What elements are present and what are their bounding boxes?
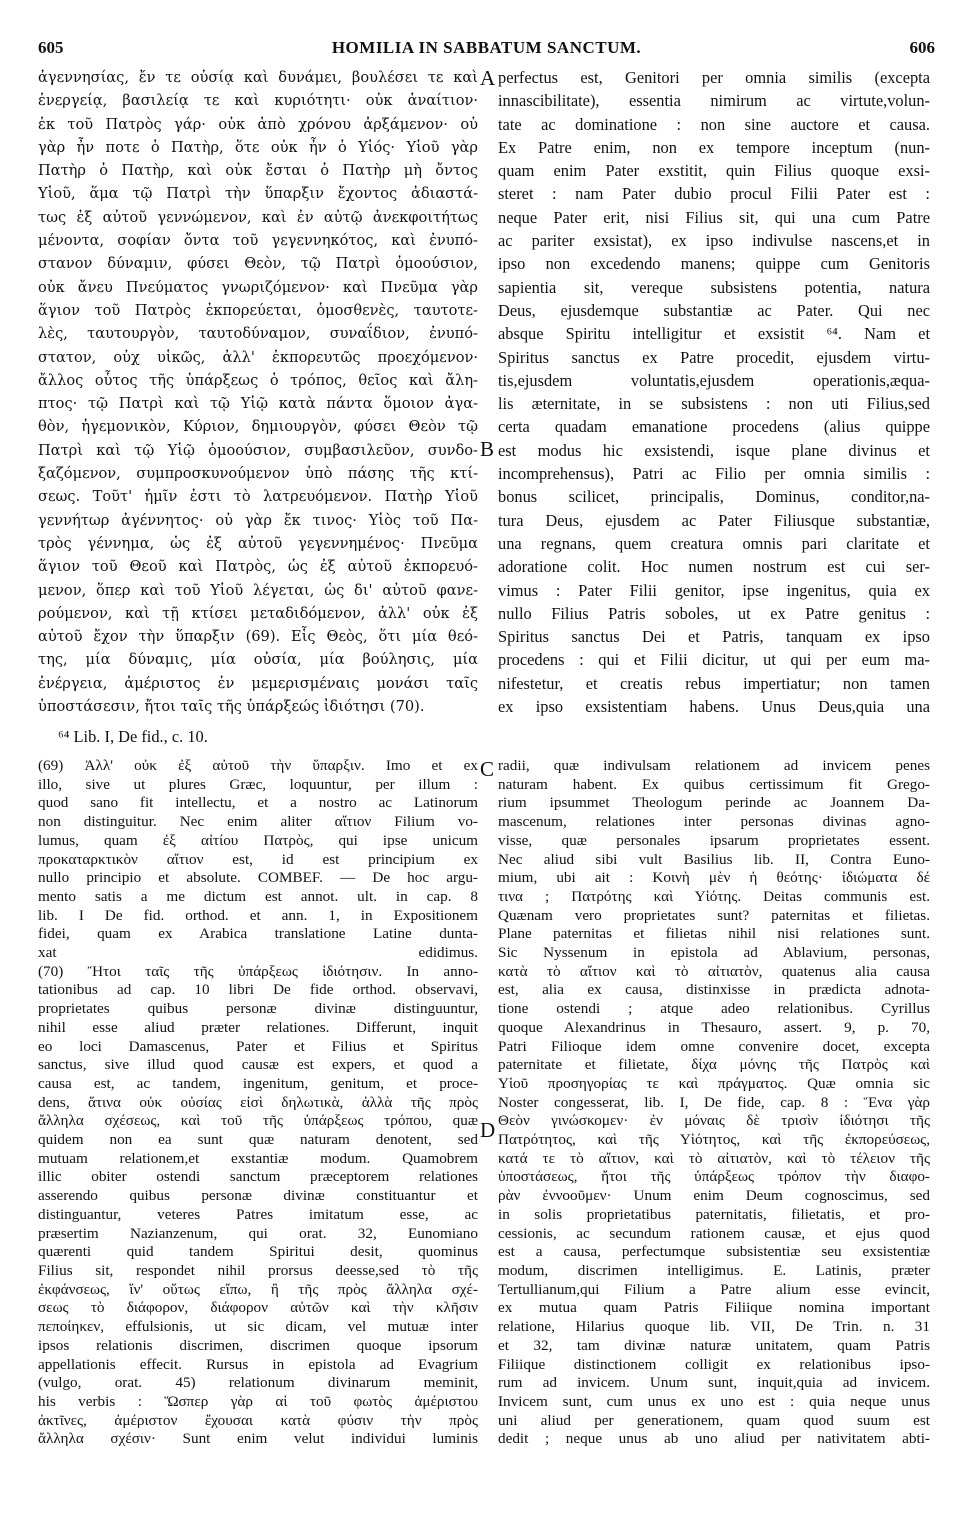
text-line: modum, discrimen intelligimus. E. Latinis, præter [498, 1261, 930, 1279]
text-line: absque Spiritu intelligitur et exsistit ⁶⁴. Nam et [498, 324, 930, 344]
text-line: ἅγιον τοῦ Θεοῦ καὶ Πατρὸς, ὡς ἐξ αὐτοῦ ἐκπορευό- [38, 558, 478, 576]
text-line: tationibus ad cap. 10 libri De fide orthod. observavi, [38, 981, 478, 999]
text-line: dens, ἅτινα οὐκ οὐσίας εἰσὶ δηλωτικὰ, ἀλλὰ τῆς πρὸς [38, 1093, 478, 1111]
text-line: ἅγιον τοῦ Πατρὸς ἐκπορεύεται, ὁμοσθενὲς, ταυτοτε- [38, 301, 478, 319]
text-line: nifestetur, et creatis rebus impertiatur; non tamen [498, 673, 930, 693]
text-line: Sic Nyssenum in epistola ad Ablavium, personas, [498, 944, 930, 962]
text-line: Υἱοῦ, ἅμα τῷ Πατρὶ τὴν ὕπαρξιν ἔχοντος ἀδιαστά- [38, 185, 478, 203]
text-line: ξαζόμενον, συμπροσκυνούμενον ὑπὸ πάσης τῆς κτί- [38, 465, 478, 483]
text-line: γὰρ ἦν ποτε ὁ Πατὴρ, ὅτε οὐκ ἦν ὁ Υἱός· Υἱοῦ γὰρ [38, 138, 478, 156]
text-line: procedens : qui et Filii dicitur, ut qui per eum ma- [498, 650, 930, 670]
text-line: ex mutua quam Patris Filiique nomina important [498, 1299, 930, 1317]
text-line: tura Deus, ejusdem ac Pater Filiusque substantiæ, [498, 510, 930, 530]
text-line: incomprehensus), Patri ac Filio per omnia similis : [498, 464, 930, 484]
footnote-64: ⁶⁴ Lib. I, De fid., c. 10. [58, 727, 208, 746]
text-line: τρὸς γέννημα, ὡς ἐξ αὐτοῦ γεγεννημένος· Πνεῦμα [38, 534, 478, 552]
text-line: ἄλληλα σχέσιν· Sunt enim velut individui luminis [38, 1430, 478, 1448]
right-page-number: 606 [909, 38, 935, 57]
text-line: sapientia sit, vereque subsistens potentia, natura [498, 277, 930, 297]
text-line: Υἱοῦ προσηγορίας τε καὶ πράγματος. Quæ omnia sic [498, 1074, 930, 1092]
text-line: bonus scilicet, principalis, Dominus, conditor,na- [498, 487, 930, 507]
text-line: certa quadam emanatione procedens (alius quippe [498, 417, 930, 437]
text-line: proprietates quibus personæ divinæ distinguuntur, [38, 1000, 478, 1018]
text-line: radii, quæ indivulsam relationem ad invicem penes [498, 757, 930, 774]
text-line: ὑποστάσεσιν, ἤτοι ταῖς τῆς ὑπάρξεώς ἰδιότησι (70). [38, 698, 425, 716]
text-line: στατον, οὐχ υἱκῶς, ἀλλ' ἐκπορευτῶς προεχόμενον· [38, 348, 478, 366]
text-line: στανον δύναμιν, φύσει Θεὸν, τῷ Πατρὶ ὁμοούσιον, [38, 255, 478, 273]
text-line: Πατρότητος, καὶ τῆς Υἱότητος, καὶ τῆς ἐκπορεύσεως, [498, 1131, 930, 1149]
text-line: Nec aliud sibi vult Basilius lib. II, Contra Euno- [498, 850, 930, 868]
text-line: σεως. Τοῦτ' ἡμῖν ἐστι τὸ λατρευόμενον. Πατὴρ Υἱοῦ [38, 488, 478, 506]
text-line: ex ipso exsistentiam habens. Unus Deus,quia una [498, 697, 930, 717]
text-line: lis æternitate, in se subsistens : non uti Filius,sed [498, 394, 930, 414]
text-line: paternitate et filietate, δίχα μόνης τῆς Πατρὸς καὶ [498, 1056, 930, 1074]
text-line: lib. I De fid. orthod. et ann. 1, in Expositionem [38, 906, 478, 924]
text-line: (vulgo, orat. 45) relationum divinarum meminit, [38, 1374, 478, 1392]
text-line: πεποίηκεν, effulsionis, ut sic dicam, vel mutuæ inter [38, 1318, 478, 1336]
text-line: fidei, quam ex Arabica translatione Latine dunta- [38, 925, 478, 943]
text-line: perfectus est, Genitori per omnia similis (excepta [498, 68, 930, 87]
text-line: ρὰν ἐννοοῦμεν· Unum enim Deum cognoscimus, sed [498, 1187, 930, 1205]
text-line: ἐνεργείᾳ, βασιλείᾳ τε καὶ κυριότητι· οὐκ ἀναίτιον· [38, 92, 478, 110]
text-line: ἀκτῖνες, ἀμέριστον ἔχουσαι κατὰ φύσιν τὴν πρὸς [38, 1411, 478, 1429]
text-line: est, alia ex causa, distinxisse in prædicta adnota- [498, 981, 930, 999]
text-line: lumus, quam ἐξ αἰτίου Πατρὸς, qui ipse unicum [38, 831, 478, 849]
text-line: in solis proprietatibus paternitatis, filietatis, et pro- [498, 1205, 930, 1223]
text-line: ἐνέργεια, ἀμέριστος ἐν μεμερισμέναις μονάσι ταῖς [38, 674, 478, 692]
text-line: μένοντα, σοφίαν ὄντα τοῦ γεγεννηκότος, καὶ ἐνυπό- [38, 232, 478, 250]
text-line: rium ipsummet Theologum perinde ac Joannem Da- [498, 794, 930, 812]
text-line: κατά τε τὸ αἴτιον, καὶ τὸ αἰτιατὸν, καὶ τὸ τέλειον τῆς [498, 1149, 930, 1167]
text-line: ὑποστάσεως, ἤτοι τῆς ὑπάρξεως τρόπον τὴν διαφο- [498, 1168, 930, 1186]
text-line: his verbis : Ὥσπερ γὰρ αἱ τοῦ φωτὸς ἀμέριστου [38, 1392, 478, 1410]
text-line: Πατρὶ καὶ τῷ Υἱῷ ὁμοούσιον, συμβασιλεῦον, συνδο- [38, 441, 478, 459]
left-page-number: 605 [38, 38, 64, 57]
text-line: ipso non excedendo manens; quippe cum Genitoris [498, 254, 930, 274]
text-line: non distinguitur. Nec enim aliter αἴτιον Filium vo- [38, 813, 478, 831]
text-line: τως ἐξ αὐτοῦ γεννώμενον, καὶ ἐν αὐτῷ ἀνεκφοιτήτως [38, 208, 478, 226]
margin-marker-a: A [480, 66, 496, 90]
text-line: ipsos relationis discrimen, discrimen quoque ipsorum [38, 1336, 478, 1354]
text-line: vimus : Pater Filii genitor, ipse ingenitus, quia ex [498, 580, 930, 600]
text-line: nullo principio et absolute. COMBEF. — De hoc argu- [38, 869, 478, 887]
text-line: Filius sit, respondet nihil prorsus deesse,sed τὸ τῆς [38, 1261, 478, 1279]
margin-marker-c: C [480, 757, 495, 781]
text-line: uni aliud per generationem, quam quod suum est [498, 1411, 930, 1429]
text-line: Tertullianum,qui Filium a Patre alium esse evincit, [498, 1280, 930, 1298]
text-line: κατὰ τὸ αἴτιον καὶ τὸ αἰτιατὸν, quatenus alia causa [498, 962, 930, 980]
text-line: neque Pater erit, nisi Filius sit, qui una cum Patre [498, 207, 930, 227]
text-line: quod sano fit intellectu, et a nostro ac Latinorum [38, 794, 478, 812]
text-line: προκαταρκτικὸν αἴτιον est, id est principium ex [38, 850, 478, 868]
text-line: et 32, tam divinæ naturæ unitatem, quam Patris [498, 1336, 930, 1354]
text-line: ἀγεννησίας, ἔν τε οὐσίᾳ καὶ δυνάμει, βουλέσει τε καὶ [38, 69, 478, 86]
text-line: ἐκ τοῦ Πατρὸς γάρ· οὐκ ἀπὸ χρόνου ἀρξάμενον· οὐ [38, 115, 478, 133]
text-line: Patri Filioque idem omne convenire docet, excepta [498, 1037, 930, 1055]
lower-right-notes-column [498, 757, 930, 1449]
text-line: σεως τὸ διάφορον, διάφορον αὐτῶν καὶ τὴν κλῆσιν [38, 1299, 478, 1317]
text-line: visse, quæ personales ipsarum proprietates essent. [498, 831, 930, 849]
running-title: HOMILIA IN SABBATUM SANCTUM. [331, 38, 642, 57]
text-line: mascenum, relationes inter personas divinas agno- [498, 813, 930, 831]
text-line: quærenti quid tandem Spiritui desit, quominus [38, 1243, 478, 1261]
lower-left-notes-column [38, 757, 478, 1449]
text-line: Deus, ejusdemque substantiæ ac Pater. Qui nec [498, 300, 930, 320]
text-line: est a causa, perfectumque subsistentiæ seu exsistentiæ [498, 1243, 930, 1261]
text-line: sanctus, sive illud quod causæ est expers, et quod a [38, 1056, 478, 1074]
text-line: τινα ; Πατρότης καὶ Υἱότης. Deitas communis est. [498, 887, 930, 905]
text-line: quidem non ea sunt quæ naturam denotent, sed [38, 1131, 478, 1149]
text-line: ἐκφάνσεως, ἵν' οὕτως εἴπω, ἢ τῆς πρὸς ἄλληλα σχέ- [38, 1280, 478, 1298]
text-line: ἄλληλα σχέσεως, καὶ τοῦ τῆς ὑπάρξεως τρόπου, quæ [38, 1112, 478, 1130]
upper-left-greek-column [38, 66, 478, 718]
text-line: tione ostendi ; atque adeo relationibus. Cyrillus [498, 1000, 930, 1018]
text-line: Spiritus sanctus Dei et Patris, tanquam ex ipso [498, 627, 930, 647]
text-line: appellationis effecit. Rursus in epistola ad Evagrium [38, 1355, 478, 1373]
text-line: πτος· τῷ Πατρὶ καὶ τῷ Υἱῷ κατὰ πάντα ὅμοιον ἀγα- [38, 395, 478, 413]
text-line: steret : nam Pater dubio procul Filii Pater est : [498, 184, 930, 204]
text-line: της, μία δύναμις, μία οὐσία, μία βούλησις, μία [38, 651, 478, 669]
text-line: dedit ; neque unus ab uno aliud per nativitatem abti- [498, 1430, 930, 1448]
upper-right-latin-column [498, 66, 930, 718]
text-line: est modus hic exsistendi, isque plane divinus et [498, 440, 930, 460]
text-line: mento satis a me dictum est annot. ult. in cap. 8 [38, 887, 478, 905]
text-line: tate ac dominatione : non sine auctore et causa. [498, 114, 930, 134]
text-line: adoratione colit. Hoc numen nostrum est cui ser- [498, 557, 930, 577]
text-line: mium, ubi ait : Κοινὴ μὲν ἡ θεότης· ἰδιώματα δέ [498, 869, 930, 887]
text-line: quoque Alexandrinus in Thesauro, assert. 9, p. 70, [498, 1018, 930, 1036]
text-line: ρούμενον, καὶ τῇ κτίσει μεταδιδόμενον, ἀλλ' οὐκ ἐξ [38, 604, 478, 622]
margin-marker-b: B [480, 437, 495, 461]
text-line: (69) Ἀλλ' οὐκ ἐξ αὐτοῦ τὴν ὕπαρξιν. Imo et ex [38, 757, 478, 774]
text-line: θὸν, ἡγεμονικὸν, Κύριον, δημιουργὸν, φύσει Θεὸν τῷ [38, 418, 478, 436]
text-line: οὐκ ἄνευ Πνεύματος γνωριζόμενον· καὶ Πνεῦμα γὰρ [38, 278, 478, 296]
text-line: asserendo quibus personæ divinæ constituantur et [38, 1187, 478, 1205]
text-line: ἄλλος οὗτος τῆς ὑπάρξεως ὁ τρόπος, θεῖος καὶ ἄλη- [38, 371, 478, 389]
text-line: λὲς, ταυτουργὸν, ταυτοδύναμον, συναΐδιον, ἐνυπό- [38, 325, 478, 343]
text-line: eo loci Damascenus, Pater et Filius et Spiritus [38, 1037, 478, 1055]
text-line: tis,ejusdem voluntatis,ejusdem operationis,æqua- [498, 370, 930, 390]
text-line: Quænam vero proprietates sunt? paternitas et filietas. [498, 906, 930, 924]
text-line: Spiritus sanctus ex Patre procedit, ejusdem virtu- [498, 347, 930, 367]
text-line: illo, sive ut plures Græc, loquuntur, per illum : [38, 775, 478, 793]
text-line: xat edidimus. [38, 944, 478, 962]
text-line: ac pariter exsistat), ex ipso indivulse nascens,et in [498, 231, 930, 251]
text-line: Noster congesserat, lib. I, De fide, cap. 8 : Ἕνα γὰρ [498, 1093, 930, 1111]
margin-marker-d: D [480, 1118, 496, 1142]
text-line: (70) Ἤτοι ταῖς τῆς ὑπάρξεως ἰδιότησιν. In anno- [38, 962, 478, 980]
text-line: Invicem sunt, cum unus ex uno est : quia neque unus [498, 1392, 930, 1410]
text-line: Ex Patre enim, non ex tempore inceptum (nun- [498, 137, 930, 157]
text-line: præsertim Nazianzenum, qui orat. 32, Eunomiano [38, 1224, 478, 1242]
text-line: Θεὸν γινώσκομεν· ἐν μόναις δὲ τρισὶν ἰδιότησι τῆς [498, 1112, 930, 1130]
text-line: Πατὴρ ὁ Πατὴρ, καὶ οὐκ ἔσται ὁ Πατὴρ μὴ ὄντος [38, 162, 478, 180]
text-line: Plane paternitas et filietas nihil nisi relationes sunt. [498, 925, 930, 943]
text-line: αὐτοῦ ἔχον τὴν ὕπαρξιν (69). Εἷς Θεὸς, ὅτι μία θεό- [38, 628, 478, 646]
text-line: cessionis, ac secundum rationem causæ, et ejus quod [498, 1224, 930, 1242]
text-line: nullo Filius Patris soboles, ut ex Patre genitus : [498, 603, 930, 623]
text-line: quam enim Pater exstitit, quin Filius quoque exsi- [498, 161, 930, 181]
text-line: causa est, ac tandem, ingenitum, genitum, et proce- [38, 1074, 478, 1092]
text-line: relatione, Hilarius quoque lib. VII, De Trin. n. 31 [498, 1318, 930, 1336]
text-line: distinguantur, veteres Patres imitatum esse, ac [38, 1205, 478, 1223]
text-line: innascibilitate), essentia nimirum ac virtute,volun- [498, 91, 930, 111]
text-line: naturam habent. Ex quibus certissimum fit Grego- [498, 775, 930, 793]
text-line: γεννήτωρ ἀγέννητος· οὐ γὰρ ἔκ τινος· Υἱὸς τοῦ Πα- [38, 511, 478, 529]
text-line: mutuam relationem,et exstantiæ modum. Quamobrem [38, 1149, 478, 1167]
text-line: nihil esse aliud præter relationes. Differunt, inquit [38, 1018, 478, 1036]
page-header [38, 38, 935, 62]
text-line: rum ad invicem. Unum sunt, inquit,quia ad invicem. [498, 1374, 930, 1392]
text-line: illic obiter ostendi sanctum præceptorem relationes [38, 1168, 478, 1186]
text-line: μενον, ὅπερ καὶ τοῦ Υἱοῦ λέγεται, ὡς δι' αὐτοῦ φανε- [38, 581, 478, 599]
text-line: una regnans, quem creatura omnis pari claritate et [498, 533, 930, 553]
text-line: Filiique distinctionem colligit ex relationibus ipso- [498, 1355, 930, 1373]
